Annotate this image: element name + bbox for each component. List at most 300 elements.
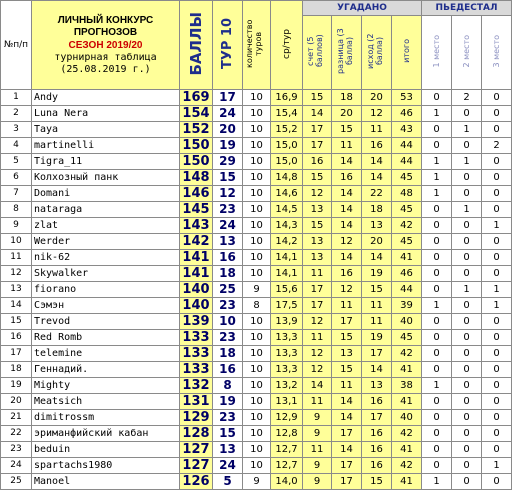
table-row	[1, 106, 512, 122]
tour-points-cell: 15	[213, 170, 243, 186]
tours-count-cell: 10	[243, 266, 271, 282]
avg-cell: 13,2	[271, 378, 303, 394]
avg-cell: 16,9	[271, 90, 303, 106]
table-header	[1, 1, 512, 90]
player-name: nik-62	[32, 250, 180, 266]
outcome-cell: 18	[362, 202, 392, 218]
place1-cell: 0	[422, 282, 452, 298]
points-cell: 143	[180, 218, 213, 234]
tours-count-cell: 10	[243, 154, 271, 170]
table-row	[1, 426, 512, 442]
place1-cell: 1	[422, 106, 452, 122]
row-number: 21	[1, 410, 32, 426]
place3-cell: 0	[482, 330, 512, 346]
place3-cell: 0	[482, 154, 512, 170]
place3-cell: 2	[482, 138, 512, 154]
diff-cell: 11	[332, 298, 362, 314]
outcome-header-label: исход (2 балла)	[365, 33, 384, 69]
tour-points-cell: 16	[213, 250, 243, 266]
total-cell: 45	[392, 234, 422, 250]
total-cell: 42	[392, 346, 422, 362]
player-name: spartachs1980	[32, 458, 180, 474]
points-cell: 128	[180, 426, 213, 442]
col-avg-header	[271, 1, 303, 90]
player-name: Werder	[32, 234, 180, 250]
table-row	[1, 202, 512, 218]
place3-cell: 0	[482, 442, 512, 458]
tours-count-cell: 10	[243, 362, 271, 378]
tour-points-cell: 23	[213, 202, 243, 218]
table-row	[1, 442, 512, 458]
place2-cell: 1	[452, 282, 482, 298]
score-cell: 12	[303, 314, 332, 330]
player-name: эриманфийский кабан	[32, 426, 180, 442]
outcome-cell: 22	[362, 186, 392, 202]
tour-points-cell: 23	[213, 330, 243, 346]
points-cell: 131	[180, 394, 213, 410]
tours-count-cell: 8	[243, 298, 271, 314]
total-cell: 41	[392, 474, 422, 490]
outcome-cell: 19	[362, 330, 392, 346]
outcome-cell: 14	[362, 362, 392, 378]
table-row	[1, 282, 512, 298]
place3-cell: 0	[482, 250, 512, 266]
avg-cell: 14,2	[271, 234, 303, 250]
place2-cell: 0	[452, 186, 482, 202]
diff-cell: 14	[332, 250, 362, 266]
table-row	[1, 218, 512, 234]
avg-cell: 12,9	[271, 410, 303, 426]
player-name: Trevod	[32, 314, 180, 330]
tours-count-cell: 10	[243, 442, 271, 458]
place1-cell: 0	[422, 218, 452, 234]
points-cell: 154	[180, 106, 213, 122]
tours-count-cell: 10	[243, 90, 271, 106]
table-row	[1, 154, 512, 170]
row-number: 18	[1, 362, 32, 378]
diff-cell: 16	[332, 170, 362, 186]
diff-cell: 17	[332, 458, 362, 474]
place2-cell: 0	[452, 170, 482, 186]
col-diff-header	[332, 16, 362, 90]
player-name: Meatsich	[32, 394, 180, 410]
tour-header-label: ТУР 10	[220, 17, 235, 70]
score-cell: 9	[303, 474, 332, 490]
diff-cell: 20	[332, 106, 362, 122]
tours-count-cell: 10	[243, 458, 271, 474]
player-name: Manoel	[32, 474, 180, 490]
tours-count-cell: 9	[243, 282, 271, 298]
player-name: Luna Nera	[32, 106, 180, 122]
table-row	[1, 138, 512, 154]
avg-cell: 13,1	[271, 394, 303, 410]
diff-cell: 15	[332, 330, 362, 346]
table-row	[1, 362, 512, 378]
avg-cell: 14,6	[271, 186, 303, 202]
avg-header-label: ср/тур	[281, 28, 292, 59]
points-cell: 132	[180, 378, 213, 394]
place1-cell: 0	[422, 138, 452, 154]
place1-cell: 0	[422, 234, 452, 250]
avg-cell: 12,8	[271, 426, 303, 442]
tour-points-cell: 23	[213, 298, 243, 314]
season-label: СЕЗОН 2019/20	[68, 39, 143, 51]
place1-cell: 1	[422, 378, 452, 394]
player-name: Red Romb	[32, 330, 180, 346]
diff-cell: 14	[332, 410, 362, 426]
avg-cell: 15,4	[271, 106, 303, 122]
score-cell: 14	[303, 378, 332, 394]
row-number: 1	[1, 90, 32, 106]
diff-cell: 14	[332, 186, 362, 202]
avg-cell: 13,9	[271, 314, 303, 330]
col-num-header: №п/п	[1, 1, 32, 90]
diff-cell: 11	[332, 138, 362, 154]
row-number: 14	[1, 298, 32, 314]
tours-count-cell: 9	[243, 474, 271, 490]
avg-cell: 14,1	[271, 266, 303, 282]
points-cell: 152	[180, 122, 213, 138]
total-cell: 45	[392, 170, 422, 186]
tours-count-cell: 10	[243, 106, 271, 122]
diff-cell: 17	[332, 474, 362, 490]
place3-cell: 0	[482, 394, 512, 410]
tours-count-cell: 10	[243, 138, 271, 154]
place3-cell: 0	[482, 234, 512, 250]
tour-points-cell: 23	[213, 410, 243, 426]
score-cell: 9	[303, 426, 332, 442]
total-cell: 44	[392, 154, 422, 170]
place1-cell: 0	[422, 362, 452, 378]
tour-points-cell: 20	[213, 122, 243, 138]
diff-cell: 15	[332, 362, 362, 378]
player-name: zlat	[32, 218, 180, 234]
points-cell: 140	[180, 282, 213, 298]
tour-points-cell: 19	[213, 138, 243, 154]
points-cell: 127	[180, 442, 213, 458]
tours-count-cell: 10	[243, 170, 271, 186]
place1-cell: 0	[422, 330, 452, 346]
points-cell: 133	[180, 346, 213, 362]
score-cell: 12	[303, 186, 332, 202]
player-name: Геннадий.	[32, 362, 180, 378]
place2-cell: 0	[452, 314, 482, 330]
place1-cell: 1	[422, 170, 452, 186]
diff-cell: 12	[332, 234, 362, 250]
place3-cell: 0	[482, 314, 512, 330]
row-number: 4	[1, 138, 32, 154]
outcome-cell: 15	[362, 474, 392, 490]
place2-cell: 0	[452, 266, 482, 282]
place1-cell: 1	[422, 154, 452, 170]
total-cell: 45	[392, 330, 422, 346]
outcome-cell: 20	[362, 234, 392, 250]
diff-cell: 14	[332, 218, 362, 234]
place1-cell: 0	[422, 90, 452, 106]
points-cell: 127	[180, 458, 213, 474]
outcome-cell: 16	[362, 426, 392, 442]
tour-points-cell: 15	[213, 426, 243, 442]
player-name: Mighty	[32, 378, 180, 394]
score-cell: 15	[303, 218, 332, 234]
outcome-cell: 11	[362, 314, 392, 330]
diff-cell: 11	[332, 378, 362, 394]
place2-cell: 0	[452, 218, 482, 234]
tours-count-cell: 10	[243, 426, 271, 442]
place3-cell: 0	[482, 378, 512, 394]
outcome-cell: 15	[362, 282, 392, 298]
row-number: 6	[1, 170, 32, 186]
row-number: 22	[1, 426, 32, 442]
place3-cell: 0	[482, 122, 512, 138]
place1-cell: 0	[422, 426, 452, 442]
col-place2-header	[452, 16, 482, 90]
player-name: martinelli	[32, 138, 180, 154]
tour-points-cell: 18	[213, 266, 243, 282]
place1-cell: 0	[422, 442, 452, 458]
score-cell: 11	[303, 442, 332, 458]
table-subtitle: турнирная таблица	[54, 51, 157, 63]
avg-cell: 17,5	[271, 298, 303, 314]
total-header-label: итого	[402, 39, 411, 63]
tour-points-cell: 13	[213, 442, 243, 458]
row-number: 2	[1, 106, 32, 122]
row-number: 11	[1, 250, 32, 266]
row-number: 20	[1, 394, 32, 410]
avg-cell: 14,5	[271, 202, 303, 218]
place2-cell: 0	[452, 362, 482, 378]
outcome-cell: 17	[362, 410, 392, 426]
avg-cell: 15,6	[271, 282, 303, 298]
tours-count-cell: 10	[243, 314, 271, 330]
diff-cell: 13	[332, 346, 362, 362]
row-number: 5	[1, 154, 32, 170]
score-cell: 15	[303, 90, 332, 106]
place2-cell: 0	[452, 346, 482, 362]
table-row	[1, 346, 512, 362]
total-cell: 46	[392, 106, 422, 122]
score-cell: 9	[303, 410, 332, 426]
place1-cell: 1	[422, 298, 452, 314]
total-cell: 40	[392, 314, 422, 330]
player-name: fiorano	[32, 282, 180, 298]
place2-cell: 1	[452, 122, 482, 138]
tour-points-cell: 8	[213, 378, 243, 394]
outcome-cell: 17	[362, 346, 392, 362]
score-cell: 11	[303, 394, 332, 410]
score-cell: 17	[303, 138, 332, 154]
place2-cell: 1	[452, 154, 482, 170]
table-row	[1, 266, 512, 282]
col-outcome-header	[362, 16, 392, 90]
points-cell: 145	[180, 202, 213, 218]
outcome-cell: 19	[362, 266, 392, 282]
tours-count-header-label: количество туров	[244, 19, 263, 68]
tours-count-cell: 10	[243, 202, 271, 218]
outcome-cell: 13	[362, 218, 392, 234]
avg-cell: 15,0	[271, 154, 303, 170]
contest-title-line2: ПРОГНОЗОВ	[73, 26, 138, 38]
place1-cell: 0	[422, 314, 452, 330]
table-row	[1, 170, 512, 186]
score-cell: 17	[303, 282, 332, 298]
place3-header-label: 3 место	[492, 34, 501, 68]
points-cell: 140	[180, 298, 213, 314]
place3-cell: 0	[482, 362, 512, 378]
player-name: dimitrossm	[32, 410, 180, 426]
avg-cell: 13,3	[271, 330, 303, 346]
avg-cell: 14,3	[271, 218, 303, 234]
outcome-cell: 11	[362, 298, 392, 314]
place1-cell: 0	[422, 266, 452, 282]
place3-cell: 1	[482, 458, 512, 474]
table-row	[1, 458, 512, 474]
col-place1-header	[422, 16, 452, 90]
diff-header-label: разница (3 балла)	[335, 28, 354, 74]
diff-cell: 15	[332, 122, 362, 138]
score-cell: 12	[303, 362, 332, 378]
place3-cell: 0	[482, 90, 512, 106]
table-row	[1, 186, 512, 202]
row-number: 16	[1, 330, 32, 346]
total-cell: 41	[392, 394, 422, 410]
place1-cell: 0	[422, 346, 452, 362]
place3-cell: 1	[482, 282, 512, 298]
player-name: Tigra_11	[32, 154, 180, 170]
place1-cell: 0	[422, 202, 452, 218]
score-cell: 17	[303, 122, 332, 138]
tours-count-cell: 10	[243, 218, 271, 234]
diff-cell: 14	[332, 202, 362, 218]
player-name: Колхозный панк	[32, 170, 180, 186]
title-block	[32, 1, 180, 90]
tours-count-cell: 10	[243, 250, 271, 266]
tours-count-cell: 10	[243, 378, 271, 394]
total-cell: 41	[392, 250, 422, 266]
outcome-cell: 13	[362, 378, 392, 394]
contest-title-line1: ЛИЧНЫЙ КОНКУРС	[57, 14, 154, 26]
avg-cell: 15,0	[271, 138, 303, 154]
tour-points-cell: 24	[213, 458, 243, 474]
tour-points-cell: 19	[213, 394, 243, 410]
score-header-label: счет (5 баллов)	[306, 34, 324, 68]
diff-cell: 14	[332, 442, 362, 458]
table-row	[1, 394, 512, 410]
avg-cell: 12,7	[271, 442, 303, 458]
row-number: 17	[1, 346, 32, 362]
row-number: 10	[1, 234, 32, 250]
place2-cell: 0	[452, 394, 482, 410]
player-name: Skywalker	[32, 266, 180, 282]
points-cell: 141	[180, 250, 213, 266]
diff-cell: 14	[332, 154, 362, 170]
place1-header-label: 1 место	[432, 34, 441, 68]
table-body	[1, 90, 512, 490]
points-cell: 150	[180, 154, 213, 170]
score-cell: 16	[303, 154, 332, 170]
avg-cell: 13,3	[271, 346, 303, 362]
place3-cell: 0	[482, 170, 512, 186]
tour-points-cell: 5	[213, 474, 243, 490]
player-name: beduin	[32, 442, 180, 458]
col-points-header	[180, 1, 213, 90]
table-row	[1, 330, 512, 346]
place1-cell: 0	[422, 458, 452, 474]
total-cell: 44	[392, 282, 422, 298]
total-cell: 42	[392, 426, 422, 442]
outcome-cell: 14	[362, 154, 392, 170]
total-cell: 38	[392, 378, 422, 394]
avg-cell: 14,0	[271, 474, 303, 490]
place3-cell: 0	[482, 186, 512, 202]
place3-cell: 0	[482, 266, 512, 282]
tours-count-cell: 10	[243, 234, 271, 250]
place2-cell: 0	[452, 234, 482, 250]
tour-points-cell: 29	[213, 154, 243, 170]
col-tour-header	[213, 1, 243, 90]
outcome-cell: 16	[362, 442, 392, 458]
tours-count-cell: 10	[243, 346, 271, 362]
points-cell: 150	[180, 138, 213, 154]
place2-cell: 2	[452, 90, 482, 106]
place3-cell: 0	[482, 410, 512, 426]
table-row	[1, 250, 512, 266]
outcome-cell: 20	[362, 90, 392, 106]
outcome-cell: 16	[362, 458, 392, 474]
col-place3-header	[482, 16, 512, 90]
place2-cell: 0	[452, 410, 482, 426]
diff-cell: 12	[332, 282, 362, 298]
place1-cell: 0	[422, 410, 452, 426]
points-cell: 133	[180, 362, 213, 378]
row-number: 3	[1, 122, 32, 138]
row-number: 19	[1, 378, 32, 394]
group-podium-header: ПЬЕДЕСТАЛ	[422, 1, 512, 16]
tour-points-cell: 13	[213, 234, 243, 250]
place2-cell: 0	[452, 330, 482, 346]
avg-cell: 14,8	[271, 170, 303, 186]
points-cell: 142	[180, 234, 213, 250]
diff-cell: 16	[332, 266, 362, 282]
total-cell: 45	[392, 202, 422, 218]
table-row	[1, 122, 512, 138]
player-name: Taya	[32, 122, 180, 138]
total-cell: 48	[392, 186, 422, 202]
place2-cell: 0	[452, 442, 482, 458]
col-total-header	[392, 16, 422, 90]
score-cell: 9	[303, 458, 332, 474]
diff-cell: 18	[332, 90, 362, 106]
total-cell: 44	[392, 138, 422, 154]
table-row	[1, 314, 512, 330]
table-row	[1, 298, 512, 314]
points-cell: 146	[180, 186, 213, 202]
points-cell: 169	[180, 90, 213, 106]
points-cell: 133	[180, 330, 213, 346]
row-number: 9	[1, 218, 32, 234]
place2-cell: 0	[452, 378, 482, 394]
outcome-cell: 14	[362, 170, 392, 186]
total-cell: 41	[392, 362, 422, 378]
diff-cell: 17	[332, 314, 362, 330]
tours-count-cell: 10	[243, 122, 271, 138]
row-number: 25	[1, 474, 32, 490]
avg-cell: 14,1	[271, 250, 303, 266]
place2-header-label: 2 место	[462, 34, 471, 68]
col-score-header	[303, 16, 332, 90]
points-cell: 126	[180, 474, 213, 490]
place2-cell: 0	[452, 458, 482, 474]
